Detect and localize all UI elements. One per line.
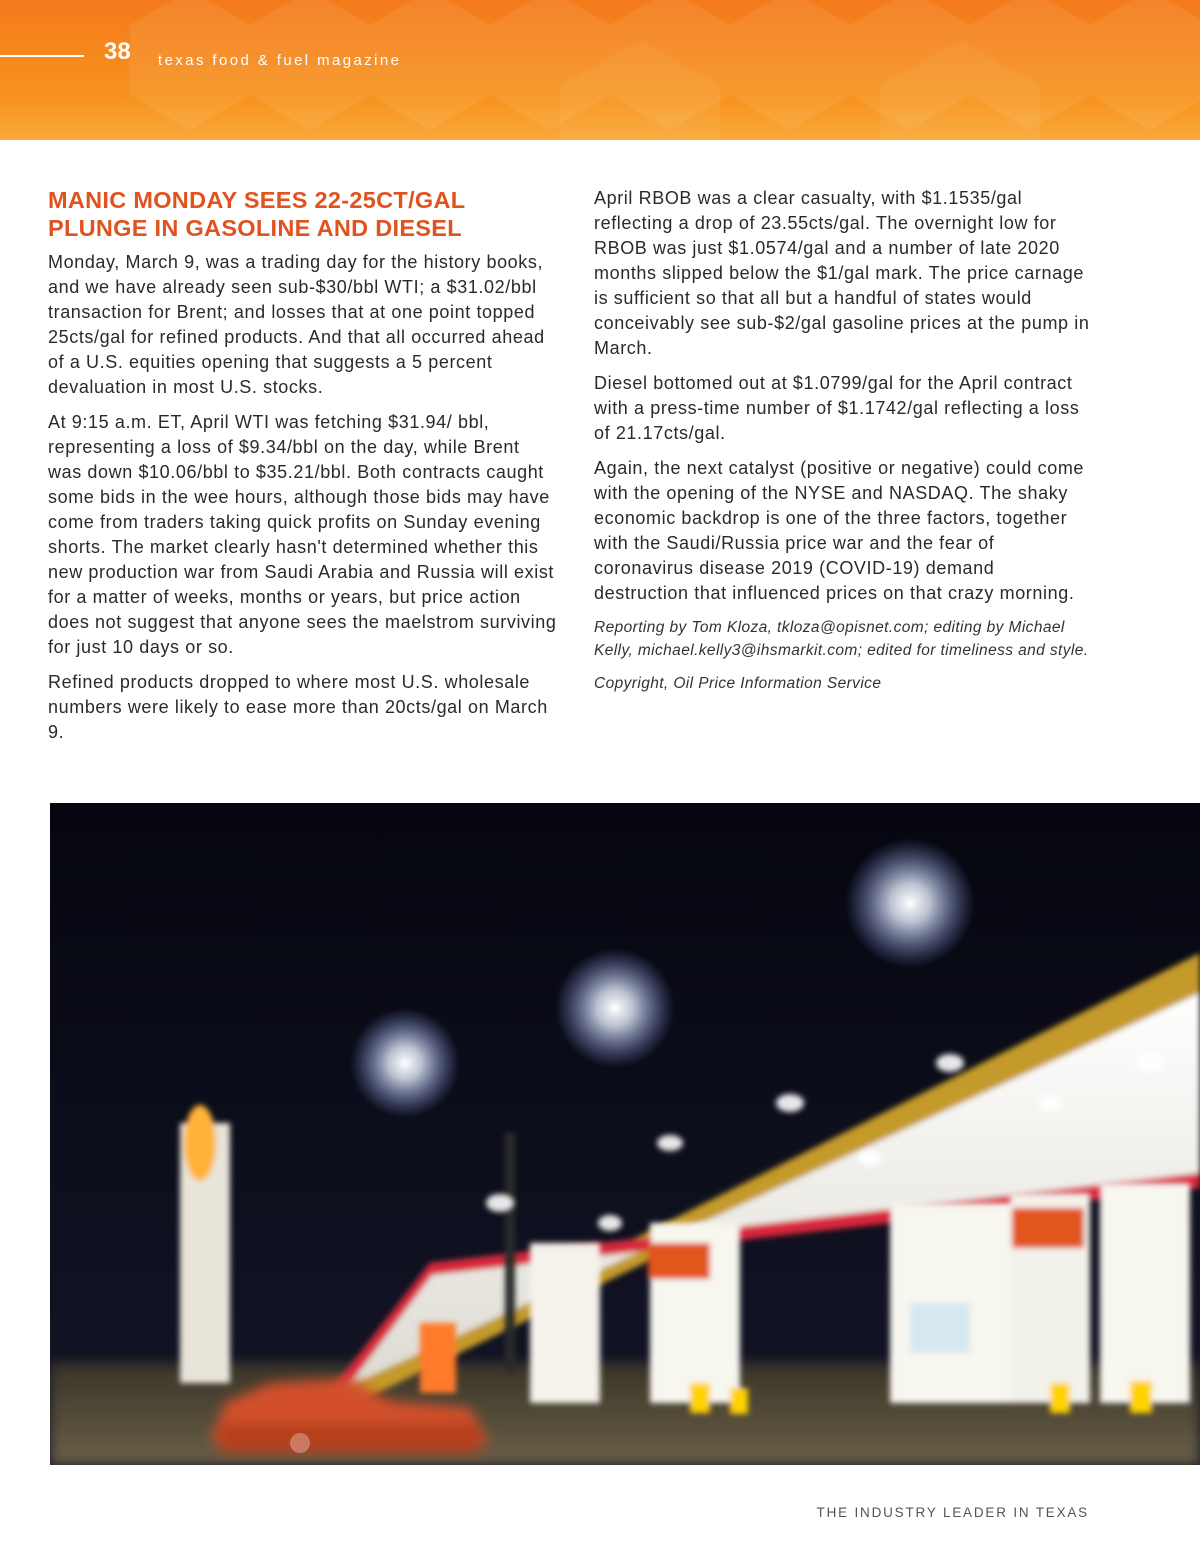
gas-station-illustration [50,803,1200,1465]
magazine-name: texas food & fuel magazine [158,52,402,69]
paragraph-6: Again, the next catalyst (positive or negative) could come with the opening of the NYSE and NASDAQ. The shaky economic backdrop is one of the three factors, together with the Saudi/Russia price war and the fear of coronavirus disease 2019 (COVID-19) demand destruction that influenced prices on that crazy morning. [594,458,1085,603]
paragraph-1: Monday, March 9, was a trading day for the history books, and we have already seen sub-$30/bbl WTI; a $31.02/bbl transaction for Brent; and losses that at one point topped 25cts/gal for refined products. And that all occurred ahead of a U.S. equities opening that suggests a 5 percent devaluation in most U.S. stocks. [48,252,545,397]
article-headline [48,186,558,242]
copyright-line: Copyright, Oil Price Information Service [594,675,882,692]
reporting-credit: Reporting by Tom Kloza, tkloza@opisnet.com; editing by Michael Kelly, michael.kelly3@ihsmarkit.com; edited for timeliness and style. [594,619,1089,659]
headline-line-1: MANIC MONDAY SEES 22-25CT/GAL [48,187,466,213]
page-number: 38 [104,38,131,65]
paragraph-5: Diesel bottomed out at $1.0799/gal for the April contract with a press-time number of $1.1742/gal reflecting a loss of 21.17cts/gal. [594,373,1080,443]
article-column-right [594,186,1094,705]
hexagon-pattern [0,0,1200,140]
paragraph-3: Refined products dropped to where most U.S. wholesale numbers were likely to ease more than 20cts/gal on March 9. [48,672,548,742]
footer-tagline: THE INDUSTRY LEADER IN TEXAS [816,1505,1089,1520]
headline-line-2: PLUNGE IN GASOLINE AND DIESEL [48,215,462,241]
paragraph-4: April RBOB was a clear casualty, with $1.1535/gal reflecting a drop of 23.55cts/gal. The overnight low for RBOB was just $1.0574/gal and a number of late 2020 months slipped below the $1/gal mark. The price carnage is sufficient so that all but a handful of states would conceivably see sub-$2/gal gasoline prices at the pump in March. [594,188,1090,358]
gas-station-photo [50,803,1200,1465]
header-band [0,0,1200,140]
article-column-left [48,186,558,755]
paragraph-2: At 9:15 a.m. ET, April WTI was fetching $31.94/ bbl, representing a loss of $9.34/bbl on the day, while Brent was down $10.06/bbl to $35.21/bbl. Both contracts caught some bids in the wee hours, although those bids may have come from traders taking quick profits on Sunday evening shorts. The market clearly hasn't determined whether this new production war from Saudi Arabia and Russia will exist for a matter of weeks, months or years, but price action does not suggest that anyone sees the maelstrom surviving for just 10 days or so. [48,412,557,657]
header-rule [0,55,84,57]
